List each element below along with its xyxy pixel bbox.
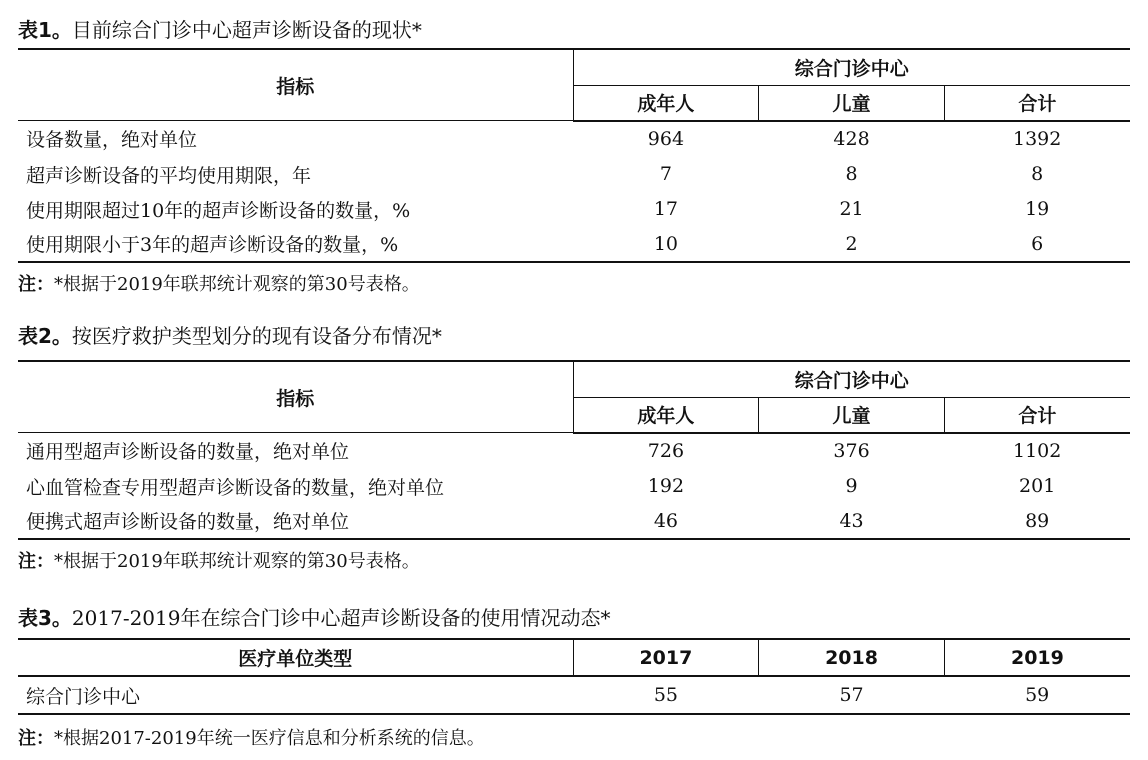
table3-header-indicator: 医疗单位类型 [238,648,353,670]
table2-header-col: 成年人 [573,398,759,433]
row-label: 通用型超声诊断设备的数量，绝对单位 [26,441,350,464]
table3-caption-text: 2017-2019年在综合门诊中心超声诊断设备的使用情况动态* [71,606,611,630]
table3-caption [18,606,1130,630]
row-label: 综合门诊中心 [26,685,141,708]
table3-note [18,728,1130,750]
table1 [18,48,1130,263]
cell-value: 1102 [1012,440,1062,462]
table3-header-col: 2018 [759,639,945,676]
table-row [18,504,1130,539]
cell-value: 8 [1031,163,1044,185]
table3-header-col: 2019 [944,639,1130,676]
table-row [18,157,1130,192]
table1-caption-number: 表1。 [18,18,72,42]
row-label: 心血管检查专用型超声诊断设备的数量，绝对单位 [26,476,445,499]
cell-value: 6 [1031,232,1044,255]
cell-value: 17 [653,198,678,220]
cell-value: 57 [839,684,864,706]
row-label: 设备数量，绝对单位 [26,129,198,152]
row-label: 便携式超声诊断设备的数量，绝对单位 [26,511,350,533]
cell-value: 55 [653,684,678,706]
cell-value: 89 [1025,509,1050,532]
table3-header-col: 2017 [573,639,759,676]
table3 [18,638,1130,715]
table1-header-col: 儿童 [759,85,945,120]
table1-caption [18,18,1130,42]
table2-header-col: 儿童 [759,398,945,433]
table-row [18,227,1130,262]
table1-note-label: 注： [18,274,54,295]
cell-value: 192 [647,475,685,497]
table-row [18,433,1130,469]
table3-caption-number: 表3。 [18,606,72,630]
table2-header-indicator: 指标 [18,361,573,433]
cell-value: 1392 [1012,128,1062,150]
row-label: 使用期限小于3年的超声诊断设备的数量，% [26,234,399,256]
table1-note [18,274,1130,296]
cell-value: 376 [833,440,870,462]
table2-caption [18,324,1130,348]
table2-note-label: 注： [18,551,54,572]
table-row [18,469,1130,504]
table3-note-label: 注： [18,728,54,749]
table2-note-text: *根据于2019年联邦统计观察的第30号表格。 [54,551,420,572]
cell-value: 19 [1025,198,1050,220]
cell-value: 964 [647,128,685,150]
table2-caption-number: 表2。 [18,324,72,348]
cell-value: 7 [659,163,672,185]
table1-header-col: 成年人 [573,85,759,120]
table1-caption-text: 目前综合门诊中心超声诊断设备的现状* [71,18,422,42]
cell-value: 9 [845,475,858,497]
table1-header-indicator: 指标 [18,49,573,121]
cell-value: 59 [1025,684,1050,706]
cell-value: 428 [833,128,870,150]
table2 [18,360,1130,540]
table-row [18,676,1130,714]
cell-value: 43 [839,509,864,532]
table3-note-text: *根据2017-2019年统一医疗信息和分析系统的信息。 [54,728,485,749]
table2-note [18,551,1130,573]
table1-header-group: 综合门诊中心 [573,49,1130,85]
row-label: 使用期限超过10年的超声诊断设备的数量，% [26,199,411,222]
cell-value: 2 [845,232,858,255]
table1-note-text: *根据于2019年联邦统计观察的第30号表格。 [54,274,420,295]
cell-value: 46 [653,509,678,532]
cell-value: 10 [653,232,678,255]
table-row [18,192,1130,227]
cell-value: 201 [1019,475,1056,497]
table2-header-col: 合计 [944,398,1130,433]
row-label: 超声诊断设备的平均使用期限，年 [26,164,312,187]
table2-header-group: 综合门诊中心 [573,361,1130,398]
cell-value: 21 [839,198,864,220]
table2-caption-text: 按医疗救护类型划分的现有设备分布情况* [71,324,442,348]
table1-header-col: 合计 [944,85,1130,120]
cell-value: 8 [845,163,858,185]
table-row [18,121,1130,157]
cell-value: 726 [647,440,685,462]
